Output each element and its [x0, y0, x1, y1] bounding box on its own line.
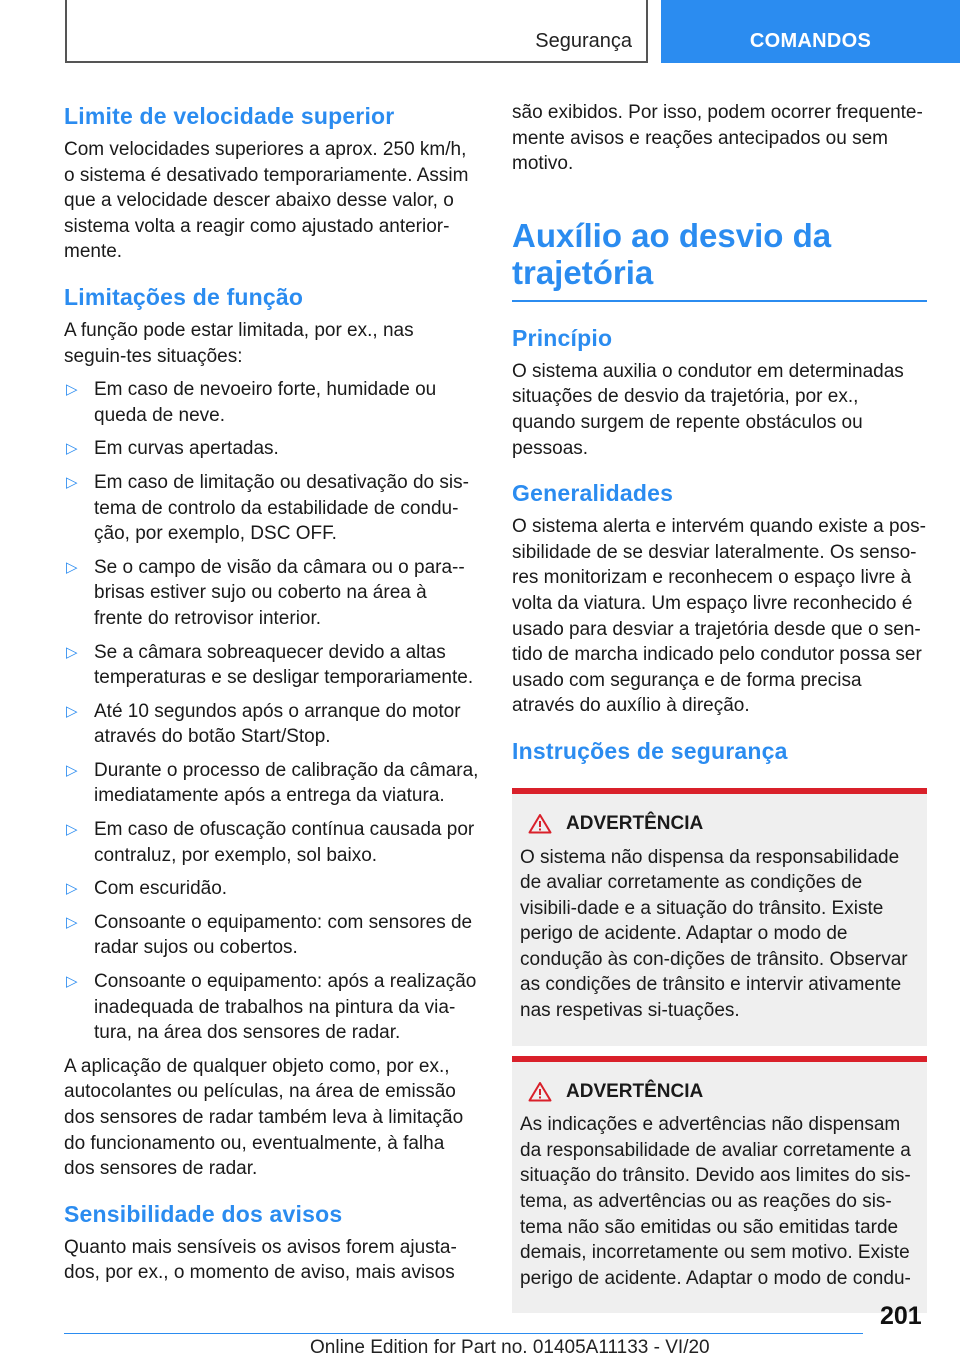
list-item [64, 817, 479, 868]
paragraph-radar-stickers: A aplicação de qualquer objeto como, por ex., autocolantes ou películas, na área de emissão dos sensores de radar também leva à limitação do funcionamento ou, eventualmente, à falha dos sensores de radar. [64, 1055, 464, 1180]
triangle-right-icon: ▷ [66, 880, 78, 898]
triangle-right-icon: ▷ [66, 913, 78, 931]
triangle-right-icon: ▷ [66, 973, 78, 991]
warning-text-1: O sistema não dispensa da responsabilidade de avaliar corretamente as condições de visibili‐dade e a situação do trânsito. Existe perigo de acidente. Adaptar o modo de condução às con‐dições de trânsito. Observar as condições de trânsito e intervir ativamente nas respetivas si‐tuações. [520, 846, 908, 1022]
list-item [64, 876, 479, 902]
header-chapter-tab [661, 0, 960, 63]
triangle-right-icon: ▷ [66, 558, 78, 576]
paragraph-sensitivity-continued: são exibidos. Por isso, podem ocorrer frequente‐mente avisos e reações antecipados ou sem motivo. [512, 102, 923, 175]
heading-principle: Princípio [512, 324, 613, 351]
header-chapter-label: COMANDOS [749, 30, 872, 52]
triangle-right-icon: ▷ [66, 761, 78, 779]
warning-text-2: As indicações e advertências não dispensam da responsabilidade de avaliar corretamente a situação do trânsito. Devido aos limites do sis‐tema, as advertências ou as reações do sis‐tema não são emitidas ou são emitidas tarde demais, incorretamente ou sem motivo. Existe perigo de acidente. Adaptar o modo de condu‐ [520, 1114, 911, 1289]
list-item [64, 910, 479, 961]
warning-box-2 [512, 1056, 927, 1314]
warning-title-1 [520, 811, 919, 837]
triangle-right-icon: ▷ [66, 381, 78, 399]
list-item-text: Em caso de nevoeiro forte, humidade ou queda de neve. [94, 379, 437, 426]
list-item-text: Em caso de limitação ou desativação do sis‐tema de controlo da estabilidade de condu‐ção, por exemplo, DSC OFF. [94, 471, 469, 545]
list-item-text: Em curvas apertadas. [94, 438, 279, 460]
heading-evasion-assistant: Auxílio ao desvio da trajetória [512, 216, 832, 291]
list-item [64, 470, 479, 547]
list-item [64, 758, 479, 809]
paragraph-principle: O sistema auxilia o condutor em determinadas situações de desvio da trajetória, por ex., quando surgem de repente obstáculos ou pessoas. [512, 360, 904, 459]
list-item [64, 377, 479, 428]
list-item [64, 969, 479, 1046]
warning-title-text-2: ADVERTÊNCIA [566, 1080, 704, 1102]
limitations-list [64, 377, 479, 1046]
list-item-text: Consoante o equipamento: com sensores de radar sujos ou cobertos. [94, 911, 473, 959]
list-item-text: Durante o processo de calibração da câmara, imediatamente após a entrega da viatura. [94, 759, 479, 807]
paragraph-warning-sensitivity: Quanto mais sensíveis os avisos forem ajusta‐dos, por ex., o momento de aviso, mais avisos [64, 1236, 457, 1284]
header-section-tab [65, 0, 648, 63]
page-number: 201 [880, 1302, 922, 1330]
warning-title-2 [520, 1079, 919, 1105]
heading-general: Generalidades [512, 480, 674, 507]
list-item-text: Se o campo de visão da câmara ou o para‐-brisas estiver sujo ou coberto na área à frente do retrovisor interior. [94, 556, 465, 629]
triangle-right-icon: ▷ [66, 821, 78, 839]
left-column [64, 100, 479, 1286]
list-item [64, 555, 479, 632]
list-item-text: Com escuridão. [94, 878, 228, 900]
list-item [64, 436, 479, 462]
footer-divider [64, 1333, 863, 1334]
heading-divider [512, 300, 927, 302]
list-item-text: Consoante o equipamento: após a realização inadequada de trabalhos na pintura da via‐tura, na área dos sensores de radar. [94, 971, 477, 1044]
header-section-label: Segurança [535, 30, 632, 52]
warning-triangle-icon [528, 1081, 552, 1102]
warning-box-1 [512, 788, 927, 1046]
triangle-right-icon: ▷ [66, 643, 78, 661]
triangle-right-icon: ▷ [66, 440, 78, 458]
list-item-text: Se a câmara sobreaquecer devido a altas temperaturas e se desligar temporariamente. [94, 641, 474, 689]
list-item [64, 699, 479, 750]
paragraph-function-limits: A função pode estar limitada, por ex., nas seguin‐tes situações: [64, 319, 414, 367]
paragraph-general: O sistema alerta e intervém quando existe a pos‐sibilidade de se desviar lateralmente. Os senso‐res monitorizam e reconhecem o espaço livre à volta da viatura. Um espaço livre reconhecido é usado para desviar a trajetória desde que o sen‐tido de marcha indicado pelo condutor possa ser usado com segurança e de forma precisa através do auxílio à direção. [512, 516, 926, 717]
heading-speed-limit: Limite de velocidade superior [64, 103, 395, 129]
heading-function-limits: Limitações de função [64, 283, 304, 310]
triangle-right-icon: ▷ [66, 702, 78, 720]
footer-edition: Online Edition for Part no. 01405A11133 - VI/20 [310, 1337, 710, 1358]
list-item-text: Até 10 segundos após o arranque do motor através do botão Start/Stop. [94, 700, 461, 748]
warning-title-text-1: ADVERTÊNCIA [566, 812, 704, 834]
triangle-right-icon: ▷ [66, 473, 78, 491]
heading-warning-sensitivity: Sensibilidade dos avisos [64, 1200, 343, 1227]
right-column [512, 100, 927, 1323]
heading-safety: Instruções de segurança [512, 737, 788, 764]
list-item-text: Em caso de ofuscação contínua causada por contraluz, por exemplo, sol baixo. [94, 819, 475, 866]
list-item [64, 640, 479, 691]
paragraph-speed-limit: Com velocidades superiores a aprox. 250 km/h, o sistema é desativado temporariamente. Assim que a velocidade descer abaixo desse valor, o sistema volta a reagir como ajustado anterior‐mente. [64, 139, 469, 263]
warning-triangle-icon [528, 813, 552, 834]
